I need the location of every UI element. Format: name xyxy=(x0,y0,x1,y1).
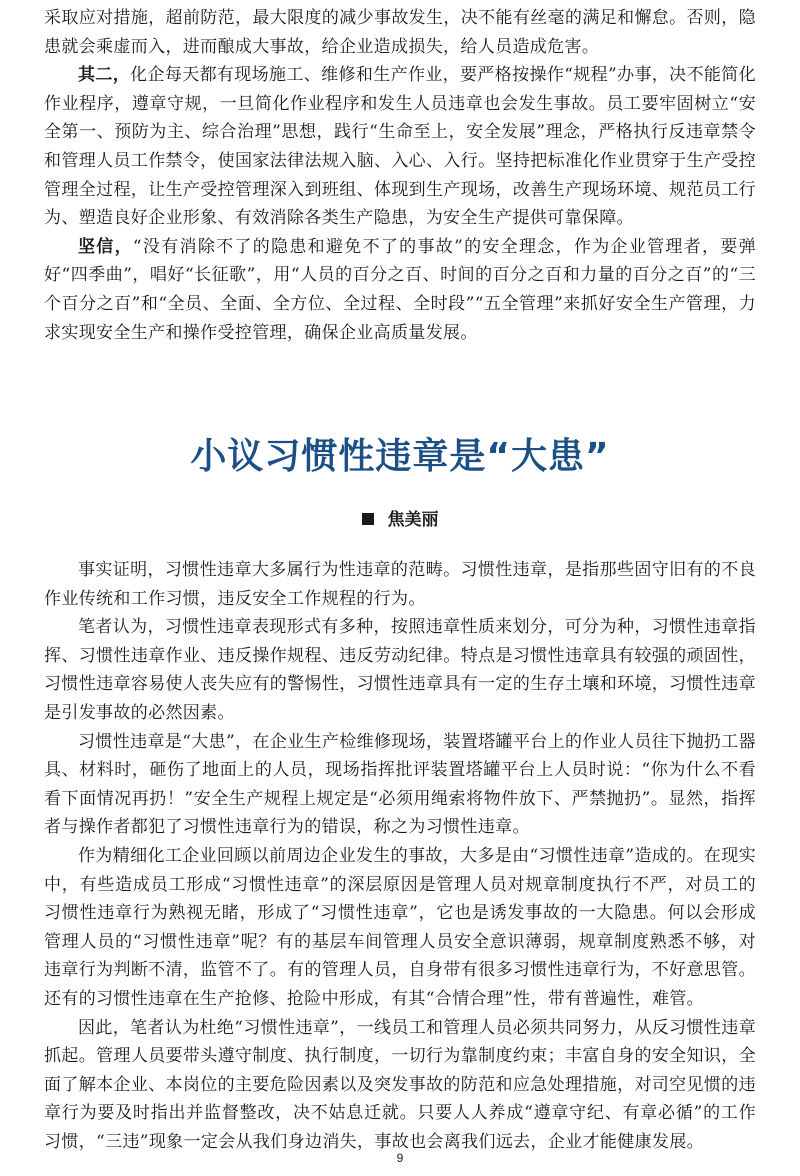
author-name: 焦美丽 xyxy=(387,510,439,530)
article-paragraph: 习惯性违章是“大患”，在企业生产检维修现场，装置塔罐平台上的作业人员往下抛扔工器具、材料时，砸伤了地面上的人员，现场指挥批评装置塔罐平台上人员时说：“你为什么不看看下面情况再扔！”安全生产规程上规定是“必须用绳索将物件放下、严禁抛扔”。显然，指挥者与操作者都犯了习惯性违章行为的错误，称之为习惯性违章。 xyxy=(44,731,756,838)
paragraph-body: “没有消除不了的隐患和避免不了的事故”的安全理念，作为企业管理者，要弹好“四季曲”，唱好“长征歌”，用“人员的百分之百、时间的百分之百和力量的百分之百”的“三个百分之百”和“全员、全面、全方位、全过程、全时段”“五全管理”来抓好安全生产管理，力求实现安全生产和操作受控管理，确保企业高质量发展。 xyxy=(44,236,756,343)
paragraph-lead: 坚信， xyxy=(78,236,133,257)
article-paragraph: 笔者认为，习惯性违章表现形式有多种，按照违章性质来划分，可分为种，习惯性违章指挥、习惯性违章作业、违反操作规程、违反劳动纪律。特点是习惯性违章具有较强的顽固性，习惯性违章容易使人丧失应有的警惕性，习惯性违章具有一定的生存土壤和环境，习惯性违章是引发事故的必然因素。 xyxy=(44,617,756,723)
previous-article-tail xyxy=(44,4,756,347)
square-bullet-icon xyxy=(362,513,374,525)
paragraph-point-two xyxy=(44,61,756,233)
paragraph-body: 化企每天都有现场施工、维修和生产作业，要严格按操作“规程”办事，决不能简化作业程序，遵章守规，一旦简化作业程序和发生人员违章也会发生事故。员工要牢固树立“安全第一、预防为主、综合治理”思想，践行“生命至上，安全发展”理念，严格执行反违章禁令和管理人员工作禁令，使国家法律法规入脑、入心、入行。坚持把标准化作业贯穿于生产受控管理全过程，让生产受控管理深入到班组、体现到生产现场，改善生产现场环境、规范员工行为、塑造良好企业形象、有效消除各类生产隐患，为安全生产提供可靠保障。 xyxy=(44,65,756,229)
continuation-paragraph: 采取应对措施，超前防范，最大限度的减少事故发生，决不能有丝毫的满足和懈怠。否则，隐患就会乘虚而入，进而酿成大事故，给企业造成损失，给人员造成危害。 xyxy=(44,8,756,57)
page-number: 9 xyxy=(396,1151,404,1165)
article-paragraph: 事实证明，习惯性违章大多属行为性违章的范畴。习惯性违章，是指那些固守旧有的不良作业传统和工作习惯，违反安全工作规程的行为。 xyxy=(44,560,756,609)
paragraph-lead: 其二， xyxy=(78,65,131,86)
article-body xyxy=(44,556,756,1156)
author-byline xyxy=(0,505,800,530)
article-paragraph: 因此，笔者认为杜绝“习惯性违章”，一线员工和管理人员必须共同努力，从反习惯性违章抓起。管理人员要带头遵守制度、执行制度，一切行为靠制度约束；丰富自身的安全知识，全面了解本企业、本岗位的主要危险因素以及突发事故的防范和应急处理措施，对司空见惯的违章行为要及时指出并监督整改，决不姑息迁就。只要人人养成“遵章守纪、有章必循”的工作习惯，“三违”现象一定会从我们身边消失，事故也会离我们远去，企业才能健康发展。 xyxy=(44,1017,756,1152)
article-title: 小议习惯性违章是“大患” xyxy=(190,436,610,477)
article-paragraph: 作为精细化工企业回顾以前周边企业发生的事故，大多是由“习惯性违章”造成的。在现实中，有些造成员工形成“习惯性违章”的深层原因是管理人员对规章制度执行不严，对员工的习惯性违章行为熟视无睹，形成了“习惯性违章”，它也是诱发事故的一大隐患。何以会形成管理人员的“习惯性违章”呢？有的基层车间管理人员安全意识薄弱，规章制度熟悉不够，对违章行为判断不清，监管不了。有的管理人员，自身带有很多习惯性违章行为，不好意思管。还有的习惯性违章在生产抢修、抢险中形成，有其“合情合理”性，带有普遍性，难管。 xyxy=(44,845,756,1009)
paragraph-conclusion xyxy=(44,233,756,347)
